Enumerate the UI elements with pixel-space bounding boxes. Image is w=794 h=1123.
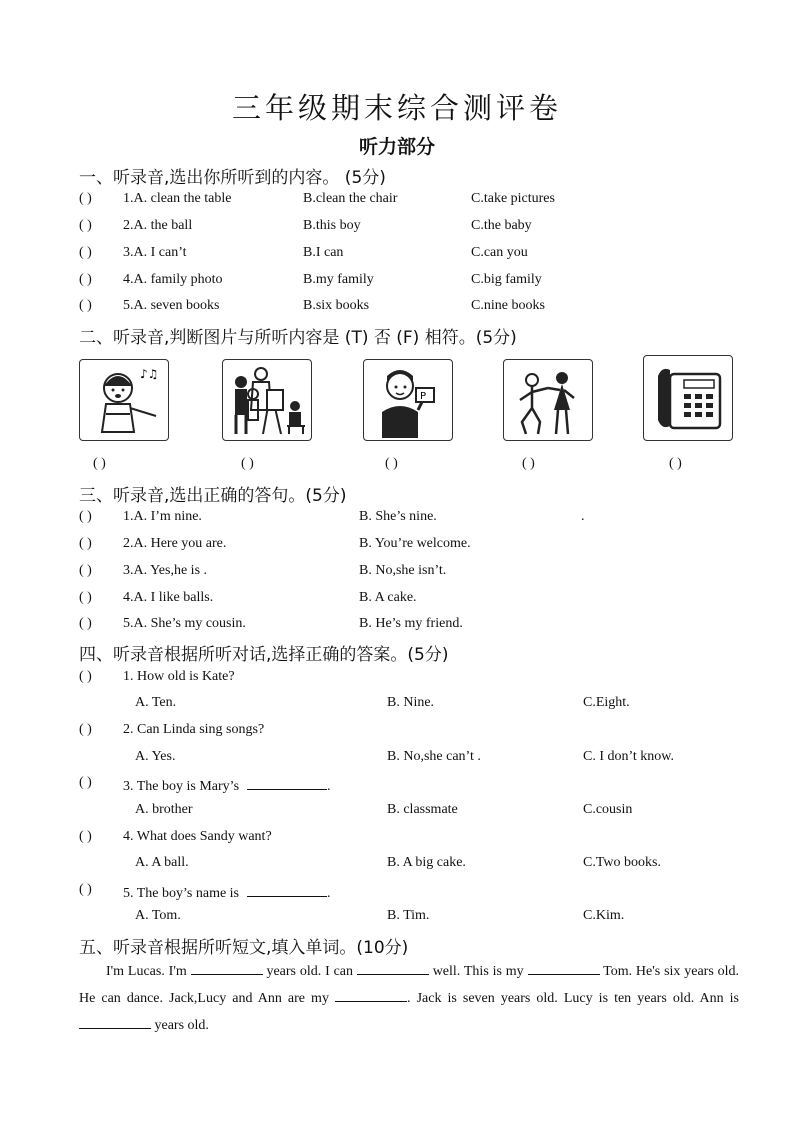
answer-bracket[interactable]: ( ) (79, 298, 92, 313)
option-c: C.Kim. (583, 908, 625, 923)
question-row (79, 272, 739, 292)
option-c: C.cousin (583, 802, 633, 817)
option-c: . (581, 509, 585, 524)
svg-text:P: P (420, 391, 427, 402)
cloze-blank[interactable] (191, 960, 263, 975)
cloze-blank[interactable] (335, 987, 407, 1002)
option-b: B. Nine. (387, 695, 435, 710)
answer-bracket[interactable]: ( ) (79, 191, 92, 206)
answer-bracket[interactable]: ( ) (79, 882, 92, 897)
answer-bracket[interactable]: ( ) (385, 456, 398, 471)
question-row (79, 218, 739, 238)
option-b: B.my family (303, 272, 374, 287)
question-row (79, 191, 739, 211)
option-a: 5.A. She’s my cousin. (123, 616, 246, 631)
question-text: 3. The boy is Mary’s . (123, 775, 331, 795)
question-text: 4. What does Sandy want? (123, 829, 272, 844)
page-title: 三年级期末综合测评卷 (231, 91, 562, 125)
question-text: 1. How old is Kate? (123, 669, 235, 684)
answer-bracket[interactable]: ( ) (79, 509, 92, 524)
answer-bracket[interactable]: ( ) (79, 245, 92, 260)
option-a: A. brother (135, 802, 193, 817)
option-b: B.I can (303, 245, 344, 260)
option-b: B. A big cake. (387, 855, 466, 870)
option-a: A. Yes. (135, 749, 176, 764)
option-b: B. A cake. (359, 590, 417, 605)
question-row (79, 245, 739, 265)
option-c: C.can you (471, 245, 528, 260)
blank-period: . (327, 886, 331, 901)
question-row (79, 722, 739, 742)
option-c: C.take pictures (471, 191, 555, 206)
cloze-blank[interactable] (528, 960, 600, 975)
question-row (79, 775, 739, 795)
cloze-text: years old. I can (266, 964, 353, 979)
answer-blank[interactable] (247, 882, 327, 897)
section-1-heading: 一、听录音,选出你所听到的内容。 (5分) (79, 168, 386, 188)
option-c: C.the baby (471, 218, 532, 233)
answer-bracket[interactable]: ( ) (79, 272, 92, 287)
page-subtitle: 听力部分 (358, 136, 435, 158)
cloze-text: I'm Lucas. I'm (106, 964, 187, 979)
option-a: 2.A. the ball (123, 218, 193, 233)
option-b: B.six books (303, 298, 370, 313)
question-row (79, 829, 739, 849)
cloze-text: . Jack is seven years old. Lucy is ten years old. Ann is (407, 991, 739, 1006)
question-row (79, 563, 739, 583)
cloze-paragraph (79, 958, 739, 1039)
question-row (79, 669, 739, 689)
answer-bracket[interactable]: ( ) (79, 669, 92, 684)
answer-bracket[interactable]: ( ) (522, 456, 535, 471)
option-c: C. I don’t know. (583, 749, 674, 764)
option-c: C.Eight. (583, 695, 630, 710)
question-row (79, 298, 739, 318)
option-b: B.clean the chair (303, 191, 398, 206)
family-photo-icon (222, 359, 312, 441)
answer-bracket[interactable]: ( ) (669, 456, 682, 471)
cloze-text: Tom. He's six years old. He can dance. Jack,Lucy and Ann are my (79, 964, 740, 1006)
question-row (79, 590, 739, 610)
section-5-heading: 五、听录音根据所听短文,填入单词。(10分) (79, 938, 409, 958)
option-b: B. He’s my friend. (359, 616, 463, 631)
answer-bracket[interactable]: ( ) (93, 456, 106, 471)
option-b: B. Tim. (387, 908, 430, 923)
option-a: 3.A. I can’t (123, 245, 187, 260)
question-row (79, 509, 739, 529)
telephone-icon (643, 355, 733, 441)
option-c: C.big family (471, 272, 542, 287)
answer-bracket[interactable]: ( ) (79, 563, 92, 578)
option-b: B. She’s nine. (359, 509, 437, 524)
answer-bracket[interactable]: ( ) (79, 722, 92, 737)
option-b: B. No,she can’t . (387, 749, 481, 764)
option-a: A. A ball. (135, 855, 189, 870)
section-3-heading: 三、听录音,选出正确的答句。(5分) (79, 486, 347, 506)
option-a: 4.A. family photo (123, 272, 223, 287)
options-row (79, 802, 739, 822)
answer-bracket[interactable]: ( ) (79, 536, 92, 551)
cloze-blank[interactable] (79, 1014, 151, 1029)
girl-singing-icon (79, 359, 169, 441)
options-row (79, 749, 739, 769)
option-b: B. You’re welcome. (359, 536, 471, 551)
question-text: 2. Can Linda sing songs? (123, 722, 265, 737)
picture-row (79, 355, 739, 445)
option-a: 4.A. I like balls. (123, 590, 214, 605)
options-row (79, 908, 739, 928)
option-a: 2.A. Here you are. (123, 536, 227, 551)
option-a: A. Ten. (135, 695, 177, 710)
option-a: 1.A. I’m nine. (123, 509, 202, 524)
question-text: 5. The boy’s name is . (123, 882, 331, 902)
svg-text:♪♫: ♪♫ (140, 367, 159, 381)
options-row (79, 695, 739, 715)
boy-with-card-icon (363, 359, 453, 441)
answer-blank[interactable] (247, 775, 327, 790)
picture-answer-row (79, 456, 739, 476)
section-2-heading: 二、听录音,判断图片与所听内容是 (T) 否 (F) 相符。(5分) (79, 328, 517, 348)
cloze-blank[interactable] (357, 960, 429, 975)
question-row (79, 536, 739, 556)
option-b: B. No,she isn’t. (359, 563, 447, 578)
answer-bracket[interactable]: ( ) (79, 590, 92, 605)
question-row (79, 882, 739, 902)
answer-bracket[interactable]: ( ) (79, 775, 92, 790)
answer-bracket[interactable]: ( ) (79, 616, 92, 631)
answer-bracket[interactable]: ( ) (79, 829, 92, 844)
option-c: C.Two books. (583, 855, 661, 870)
blank-period: . (327, 779, 331, 794)
option-b: B. classmate (387, 802, 458, 817)
cloze-text: years old. (154, 1018, 209, 1033)
option-c: C.nine books (471, 298, 545, 313)
options-row (79, 855, 739, 875)
cloze-text: well. This is my (432, 964, 524, 979)
kids-dancing-icon (503, 359, 593, 441)
section-4-heading: 四、听录音根据所听对话,选择正确的答案。(5分) (79, 645, 449, 665)
answer-bracket[interactable]: ( ) (241, 456, 254, 471)
option-a: 1.A. clean the table (123, 191, 232, 206)
answer-bracket[interactable]: ( ) (79, 218, 92, 233)
option-a: A. Tom. (135, 908, 181, 923)
option-b: B.this boy (303, 218, 361, 233)
option-a: 5.A. seven books (123, 298, 220, 313)
option-a: 3.A. Yes,he is . (123, 563, 208, 578)
question-row (79, 616, 739, 636)
